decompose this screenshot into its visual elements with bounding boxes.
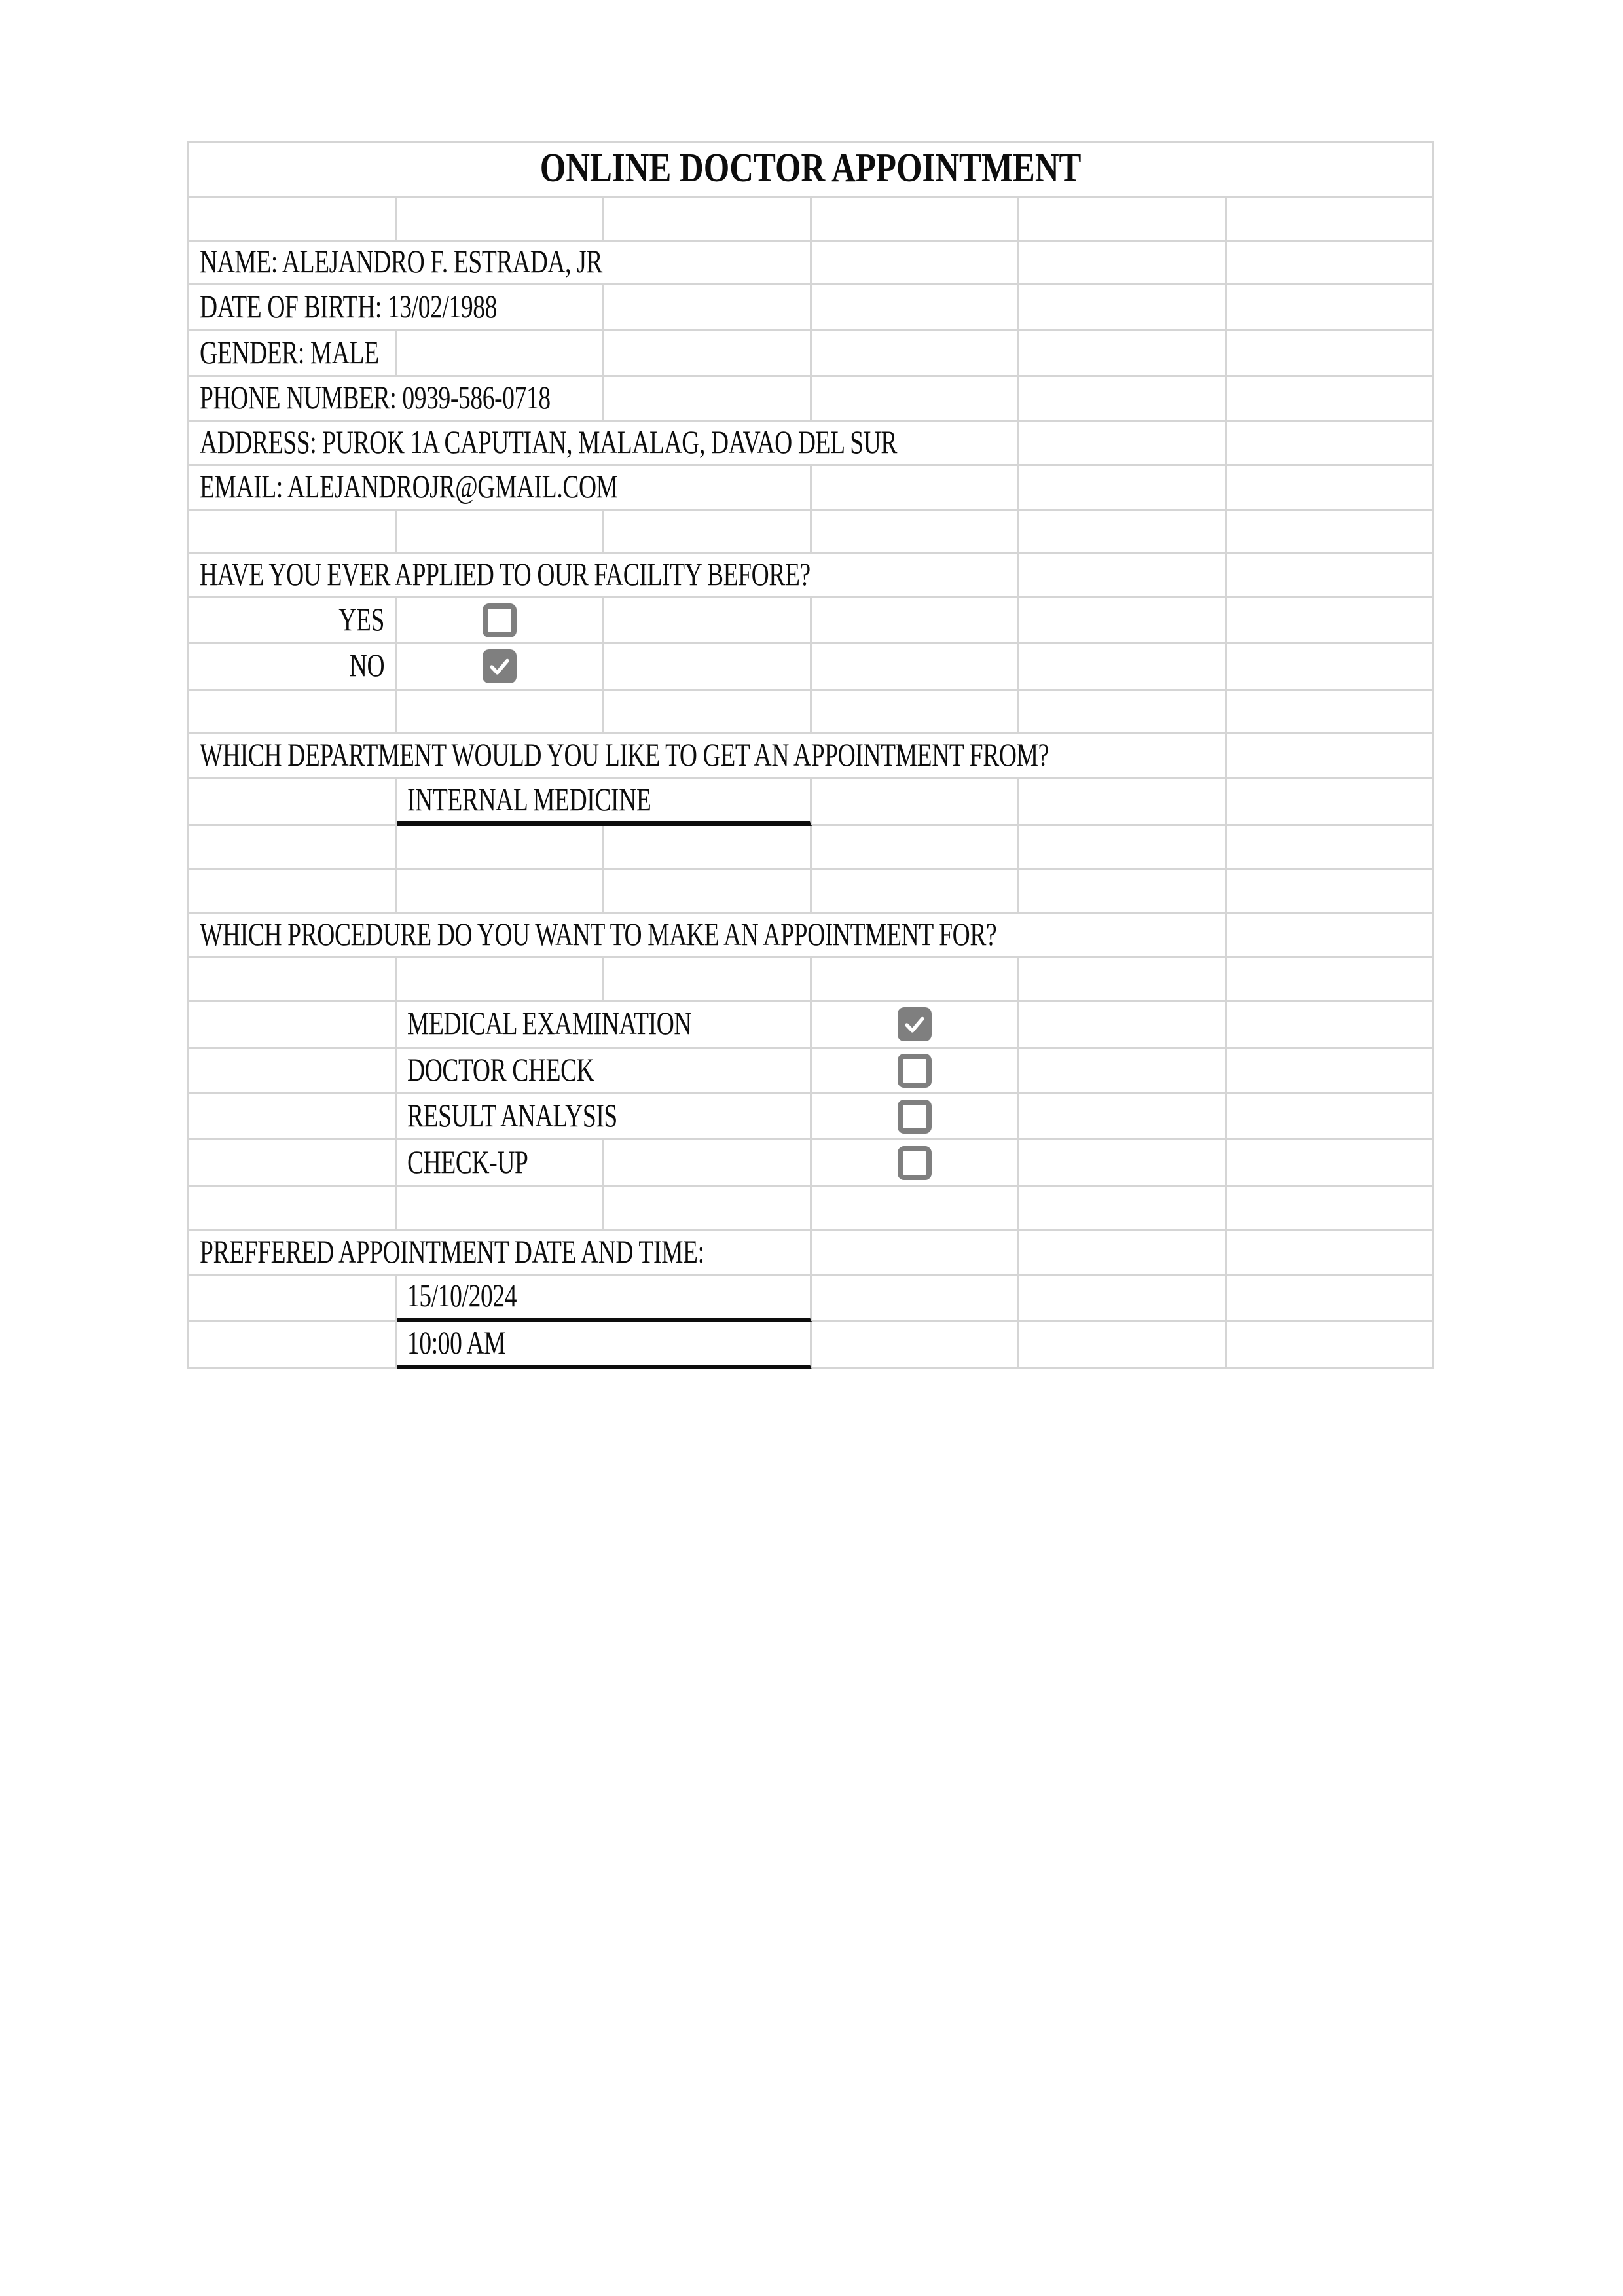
empty-cell: [1227, 377, 1434, 422]
address-field-text: ADDRESS: PUROK 1A CAPUTIAN, MALALAG, DAVAO DEL SUR: [200, 423, 898, 460]
empty-cell: [1227, 1094, 1434, 1140]
empty-cell: [1019, 242, 1227, 285]
email-field: [189, 466, 812, 511]
phone-field-text: PHONE NUMBER: 0939-586-0718: [200, 378, 551, 416]
empty-cell: [812, 644, 1019, 691]
empty-cell: [1227, 691, 1434, 734]
empty-cell: [1019, 644, 1227, 691]
empty-cell: [1227, 779, 1434, 826]
empty-cell: [1019, 511, 1227, 554]
empty-cell: [1019, 1231, 1227, 1276]
question-department-text: WHICH DEPARTMENT WOULD YOU LIKE TO GET AN APPOINTMENT FROM?: [200, 736, 1049, 773]
question-procedure: [189, 914, 1227, 958]
empty-cell: [1227, 644, 1434, 691]
empty-cell: [189, 779, 397, 826]
empty-cell: [812, 285, 1019, 331]
empty-cell: [604, 377, 812, 422]
empty-cell: [812, 826, 1019, 870]
empty-cell: [604, 644, 812, 691]
empty-cell: [1227, 1276, 1434, 1322]
empty-cell: [1227, 1231, 1434, 1276]
empty-cell: [189, 1049, 397, 1094]
empty-cell: [397, 691, 604, 734]
empty-cell: [812, 779, 1019, 826]
empty-cell: [1227, 331, 1434, 377]
empty-cell: [1019, 1140, 1227, 1187]
empty-cell: [189, 826, 397, 870]
empty-cell: [189, 1322, 397, 1369]
empty-cell: [812, 958, 1019, 1002]
question-preferred-datetime: [189, 1231, 812, 1276]
empty-cell: [397, 870, 604, 914]
empty-cell: [604, 511, 812, 554]
appointment-date-input-text: 15/10/2024: [407, 1277, 517, 1314]
empty-cell: [1019, 331, 1227, 377]
empty-cell: [397, 826, 604, 870]
empty-cell: [604, 198, 812, 242]
empty-cell: [1227, 1140, 1434, 1187]
procedure-result-analysis-label: [397, 1094, 812, 1140]
empty-cell: [812, 198, 1019, 242]
no-checkbox-cell: [397, 644, 604, 691]
empty-cell: [1019, 1187, 1227, 1231]
empty-cell: [812, 511, 1019, 554]
empty-cell: [812, 1276, 1019, 1322]
empty-cell: [1227, 242, 1434, 285]
question-preferred-datetime-text: PREFFERED APPOINTMENT DATE AND TIME:: [200, 1232, 704, 1270]
form-title: [189, 143, 1434, 198]
empty-cell: [812, 598, 1019, 644]
yes-checkbox-cell: [397, 598, 604, 644]
phone-field: [189, 377, 604, 422]
appointment-time-input[interactable]: [397, 1322, 812, 1369]
empty-cell: [604, 1187, 812, 1231]
appointment-time-input-text: 10:00 AM: [407, 1323, 506, 1361]
empty-cell: [604, 870, 812, 914]
empty-cell: [1227, 914, 1434, 958]
medical-examination-checkbox[interactable]: [898, 1007, 932, 1041]
empty-cell: [812, 870, 1019, 914]
check-mark-icon: [486, 653, 513, 680]
question-procedure-text: WHICH PROCEDURE DO YOU WANT TO MAKE AN APPOINTMENT FOR?: [200, 915, 997, 952]
empty-cell: [1019, 691, 1227, 734]
empty-cell: [1227, 958, 1434, 1002]
empty-cell: [189, 1276, 397, 1322]
empty-cell: [189, 691, 397, 734]
empty-cell: [1227, 1187, 1434, 1231]
empty-cell: [1019, 1049, 1227, 1094]
empty-cell: [1227, 826, 1434, 870]
empty-cell: [1227, 511, 1434, 554]
name-field: [189, 242, 812, 285]
procedure-doctor-check-label-text: DOCTOR CHECK: [407, 1050, 594, 1088]
email-field-text: EMAIL: ALEJANDROJR@GMAIL.COM: [200, 467, 618, 505]
empty-cell: [189, 1140, 397, 1187]
empty-cell: [1227, 1002, 1434, 1049]
empty-cell: [812, 691, 1019, 734]
empty-cell: [1019, 422, 1227, 466]
procedure-doctor-check-label: [397, 1049, 812, 1094]
empty-cell: [1227, 870, 1434, 914]
result-analysis-checkbox[interactable]: [898, 1100, 932, 1134]
empty-cell: [604, 285, 812, 331]
empty-cell: [1227, 598, 1434, 644]
empty-cell: [1019, 466, 1227, 511]
empty-cell: [1019, 779, 1227, 826]
empty-cell: [1227, 198, 1434, 242]
empty-cell: [812, 377, 1019, 422]
empty-cell: [189, 870, 397, 914]
empty-cell: [397, 1187, 604, 1231]
empty-cell: [604, 1140, 812, 1187]
empty-cell: [1019, 198, 1227, 242]
empty-cell: [1227, 734, 1434, 779]
empty-cell: [812, 466, 1019, 511]
empty-cell: [397, 198, 604, 242]
empty-cell: [1227, 422, 1434, 466]
form-title-text: ONLINE DOCTOR APPOINTMENT: [540, 145, 1082, 190]
yes-checkbox[interactable]: [483, 603, 517, 637]
empty-cell: [189, 958, 397, 1002]
empty-cell: [1019, 958, 1227, 1002]
empty-cell: [189, 1094, 397, 1140]
empty-cell: [1019, 1002, 1227, 1049]
address-field: [189, 422, 1019, 466]
gender-field: [189, 331, 397, 377]
appointment-form-table: [187, 141, 1434, 1369]
empty-cell: [1019, 377, 1227, 422]
procedure-check-up-label: [397, 1140, 604, 1187]
empty-cell: [1227, 285, 1434, 331]
empty-cell: [604, 598, 812, 644]
empty-cell: [1019, 1276, 1227, 1322]
empty-cell: [397, 958, 604, 1002]
check-up-checkbox-cell: [812, 1140, 1019, 1187]
empty-cell: [812, 1187, 1019, 1231]
empty-cell: [812, 242, 1019, 285]
empty-cell: [1019, 285, 1227, 331]
empty-cell: [812, 1322, 1019, 1369]
empty-cell: [604, 826, 812, 870]
empty-cell: [189, 511, 397, 554]
empty-cell: [1227, 554, 1434, 598]
empty-cell: [397, 511, 604, 554]
result-analysis-checkbox-cell: [812, 1094, 1019, 1140]
department-input-text: INTERNAL MEDICINE: [407, 780, 651, 817]
procedure-check-up-label-text: CHECK-UP: [407, 1143, 528, 1180]
medical-examination-checkbox-cell: [812, 1002, 1019, 1049]
question-department: [189, 734, 1227, 779]
empty-cell: [812, 331, 1019, 377]
doctor-check-checkbox[interactable]: [898, 1054, 932, 1088]
appointment-date-input[interactable]: [397, 1276, 812, 1322]
name-field-text: NAME: ALEJANDRO F. ESTRADA, JR: [200, 243, 602, 279]
empty-cell: [1227, 1322, 1434, 1369]
empty-cell: [604, 691, 812, 734]
dob-field-text: DATE OF BIRTH: 13/02/1988: [200, 287, 498, 325]
procedure-result-analysis-label-text: RESULT ANALYSIS: [407, 1096, 617, 1134]
question-applied-before: [189, 554, 1019, 598]
empty-cell: [189, 1002, 397, 1049]
empty-cell: [604, 958, 812, 1002]
empty-cell: [1019, 1094, 1227, 1140]
empty-cell: [604, 331, 812, 377]
empty-cell: [1227, 466, 1434, 511]
empty-cell: [812, 1231, 1019, 1276]
no-checkbox[interactable]: [483, 649, 517, 683]
check-mark-icon: [901, 1011, 928, 1038]
empty-cell: [1019, 598, 1227, 644]
gender-field-text: GENDER: MALE: [200, 333, 379, 370]
yes-label-text: YES: [338, 600, 384, 637]
check-up-checkbox[interactable]: [898, 1146, 932, 1180]
empty-cell: [1019, 554, 1227, 598]
empty-cell: [1227, 1049, 1434, 1094]
department-input[interactable]: [397, 779, 812, 826]
doctor-check-checkbox-cell: [812, 1049, 1019, 1094]
dob-field: [189, 285, 604, 331]
no-label-text: NO: [349, 647, 384, 683]
question-applied-before-text: HAVE YOU EVER APPLIED TO OUR FACILITY BEFORE?: [200, 555, 811, 592]
empty-cell: [1019, 870, 1227, 914]
empty-cell: [189, 1187, 397, 1231]
no-label: [189, 644, 397, 691]
yes-label: [189, 598, 397, 644]
procedure-medical-examination-label-text: MEDICAL EXAMINATION: [407, 1005, 692, 1041]
empty-cell: [1019, 826, 1227, 870]
procedure-medical-examination-label: [397, 1002, 812, 1049]
empty-cell: [189, 198, 397, 242]
empty-cell: [397, 331, 604, 377]
empty-cell: [1019, 1322, 1227, 1369]
